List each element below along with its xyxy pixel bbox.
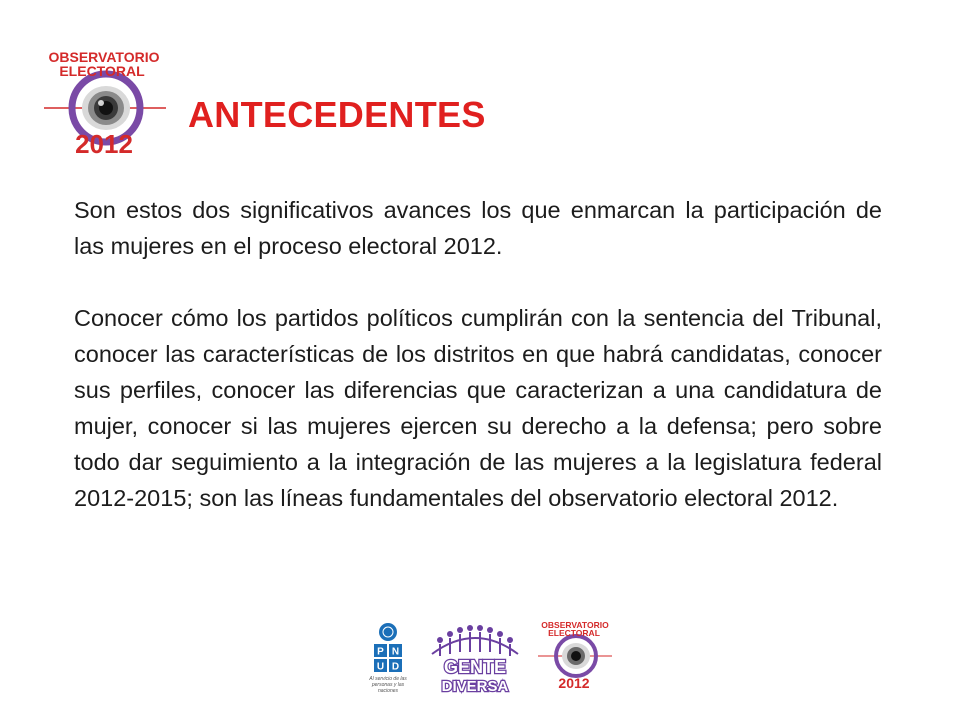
gente-diversa-logo bbox=[426, 620, 524, 700]
observatorio-small-logo bbox=[536, 618, 614, 690]
undp-letter-p: P bbox=[377, 646, 384, 658]
undp-letter-n: N bbox=[391, 646, 400, 658]
gente-line1: GENTE bbox=[443, 657, 507, 677]
observatorio-electoral-logo bbox=[40, 42, 170, 160]
page-title: ANTECEDENTES bbox=[188, 94, 486, 135]
undp-caption: Al servicio de las personas y las naciones bbox=[369, 676, 407, 694]
logo-text-top: OBSERVATORIO bbox=[48, 49, 160, 65]
body-text bbox=[74, 192, 882, 516]
obs-small-text-top: OBSERVATORIO bbox=[541, 620, 609, 630]
logo-year: 2012 bbox=[75, 129, 133, 159]
paragraph-2: Conocer cómo los partidos políticos cumplirán con la sentencia del Tribunal, conocer las características de los distritos en que habrá candidatas, conocer sus perfiles, conocer las diferencias que caracterizan a una candidatura de mujer, conocer si las mujeres ejercen su derecho a la defensa; pero sobre todo dar seguimiento a la integración de las mujeres a la legislatura federal 2012-2015; son las líneas fundamentales del observatorio electoral 2012. bbox=[74, 305, 882, 511]
gente-line2: DIVERSA bbox=[441, 678, 509, 695]
logo-text-mid: ELECTORAL bbox=[59, 63, 145, 79]
undp-letter-d: D bbox=[391, 661, 400, 673]
undp-logo bbox=[360, 622, 416, 712]
undp-letter-u: U bbox=[376, 661, 385, 673]
paragraph-1: Son estos dos significativos avances los que enmarcan la participación de las mujeres en el proceso electoral 2012. bbox=[74, 197, 882, 259]
obs-small-year: 2012 bbox=[558, 675, 590, 690]
obs-small-text-mid: ELECTORAL bbox=[548, 628, 600, 638]
